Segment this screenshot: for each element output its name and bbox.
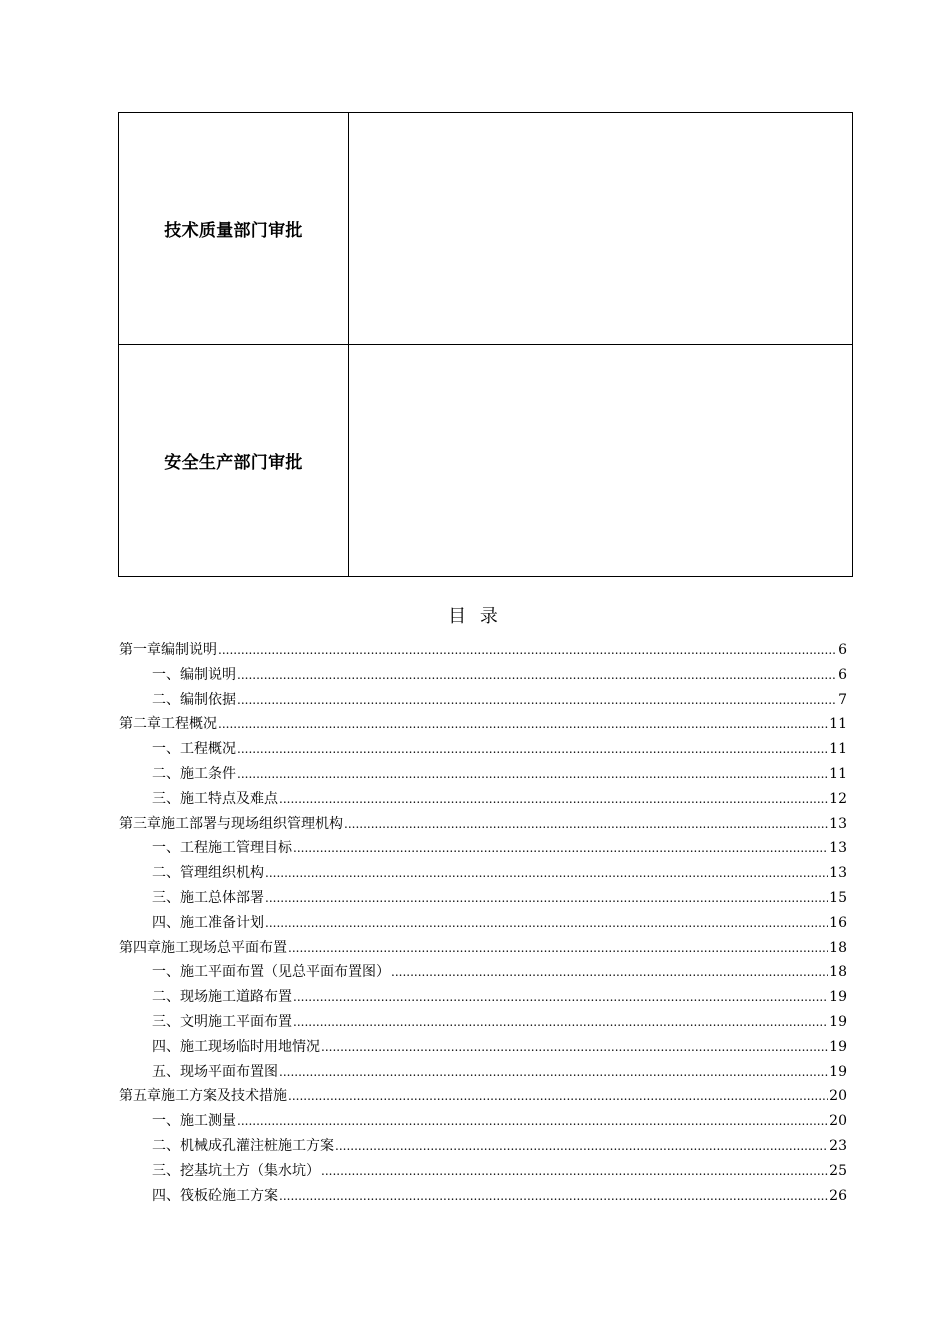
toc-section-entry[interactable] (119, 861, 847, 886)
toc-page-number: 19 (829, 1013, 847, 1030)
toc-dot-leader (391, 960, 828, 985)
toc-page-number: 19 (829, 1038, 847, 1055)
toc-dot-leader (265, 861, 828, 886)
toc-section-entry[interactable] (119, 886, 847, 911)
toc-page-number: 6 (838, 642, 847, 658)
toc-section-entry[interactable] (119, 1060, 847, 1085)
toc-page-number: 6 (838, 666, 847, 683)
toc-section-entry[interactable] (119, 663, 847, 688)
toc-dot-leader (218, 638, 837, 663)
toc-page-number: 18 (829, 964, 847, 981)
toc-dot-leader (265, 911, 828, 936)
toc-section-entry[interactable] (119, 762, 847, 787)
toc-section-entry[interactable] (119, 985, 847, 1010)
toc-entry-title: 第一章编制说明 (119, 642, 217, 658)
toc-page-number: 11 (829, 716, 847, 733)
toc-entry-title: 三、挖基坑土方（集水坑） (152, 1162, 320, 1179)
toc-dot-leader (237, 737, 828, 762)
toc-section-entry[interactable] (119, 1035, 847, 1060)
approval-value-safety[interactable] (349, 345, 853, 577)
toc-dot-leader (237, 1109, 828, 1134)
toc-dot-leader (237, 762, 828, 787)
toc-page-number: 26 (829, 1187, 847, 1204)
toc-page-number: 11 (829, 765, 847, 782)
approval-row-tech-quality (119, 113, 853, 345)
table-of-contents (119, 638, 847, 1208)
toc-section-entry[interactable] (119, 737, 847, 762)
toc-entry-title: 四、施工现场临时用地情况 (152, 1038, 320, 1055)
toc-section-entry[interactable] (119, 1184, 847, 1209)
toc-dot-leader (344, 812, 828, 837)
toc-section-entry[interactable] (119, 836, 847, 861)
toc-entry-title: 第三章施工部署与现场组织管理机构 (119, 815, 343, 832)
toc-entry-title: 一、施工测量 (152, 1113, 236, 1130)
toc-page-number: 7 (838, 691, 847, 708)
toc-entry-title: 一、工程施工管理目标 (152, 840, 292, 857)
toc-section-entry[interactable] (119, 1159, 847, 1184)
toc-section-entry[interactable] (119, 1010, 847, 1035)
toc-entry-title: 一、施工平面布置（见总平面布置图） (152, 964, 390, 981)
toc-section-entry[interactable] (119, 1134, 847, 1159)
toc-chapter-entry[interactable] (119, 812, 847, 837)
toc-entry-title: 第四章施工现场总平面布置 (119, 939, 287, 956)
toc-entry-title: 二、机械成孔灌注桩施工方案 (152, 1137, 334, 1154)
toc-dot-leader (293, 836, 828, 861)
toc-dot-leader (293, 985, 828, 1010)
toc-dot-leader (279, 1184, 828, 1209)
toc-section-entry[interactable] (119, 688, 847, 713)
approval-value-tech-quality[interactable] (349, 113, 853, 345)
toc-dot-leader (288, 936, 828, 961)
toc-page-number: 19 (829, 989, 847, 1006)
toc-entry-title: 三、施工总体部署 (152, 889, 264, 906)
toc-page-number: 13 (829, 865, 847, 882)
toc-entry-title: 四、筏板砼施工方案 (152, 1187, 278, 1204)
approval-label-tech-quality: 技术质量部门审批 (119, 113, 349, 345)
toc-page-number: 19 (829, 1063, 847, 1080)
toc-dot-leader (279, 1060, 828, 1085)
toc-page-number: 25 (829, 1162, 847, 1179)
toc-dot-leader (265, 886, 828, 911)
approval-label-safety: 安全生产部门审批 (119, 345, 349, 577)
toc-chapter-entry[interactable] (119, 712, 847, 737)
toc-page-number: 15 (829, 889, 847, 906)
toc-entry-title: 二、施工条件 (152, 765, 236, 782)
toc-entry-title: 三、文明施工平面布置 (152, 1013, 292, 1030)
toc-entry-title: 一、编制说明 (152, 666, 236, 683)
toc-dot-leader (321, 1159, 828, 1184)
toc-title: 目 录 (448, 606, 502, 627)
toc-dot-leader (237, 688, 837, 713)
toc-entry-title: 二、编制依据 (152, 691, 236, 708)
toc-dot-leader (237, 663, 837, 688)
toc-section-entry[interactable] (119, 960, 847, 985)
approval-row-safety (119, 345, 853, 577)
toc-dot-leader (218, 712, 828, 737)
toc-entry-title: 二、管理组织机构 (152, 865, 264, 882)
toc-page-number: 13 (829, 815, 847, 832)
toc-section-entry[interactable] (119, 911, 847, 936)
toc-page-number: 20 (829, 1113, 847, 1130)
toc-entry-title: 四、施工准备计划 (152, 914, 264, 931)
toc-dot-leader (288, 1084, 828, 1109)
toc-chapter-entry[interactable] (119, 1084, 847, 1109)
toc-entry-title: 第二章工程概况 (119, 716, 217, 733)
toc-page-number: 18 (829, 939, 847, 956)
toc-entry-title: 第五章施工方案及技术措施 (119, 1088, 287, 1105)
toc-dot-leader (321, 1035, 828, 1060)
approval-table (118, 112, 853, 577)
toc-page-number: 20 (829, 1088, 847, 1105)
toc-chapter-entry[interactable] (119, 638, 847, 663)
toc-section-entry[interactable] (119, 787, 847, 812)
toc-entry-title: 三、施工特点及难点 (152, 790, 278, 807)
toc-entry-title: 二、现场施工道路布置 (152, 989, 292, 1006)
toc-section-entry[interactable] (119, 1109, 847, 1134)
toc-page-number: 23 (829, 1137, 847, 1154)
toc-page-number: 12 (829, 790, 847, 807)
toc-page-number: 16 (829, 914, 847, 931)
toc-dot-leader (279, 787, 828, 812)
toc-entry-title: 一、工程概况 (152, 741, 236, 758)
toc-dot-leader (293, 1010, 828, 1035)
toc-dot-leader (335, 1134, 828, 1159)
toc-page-number: 11 (829, 741, 847, 758)
toc-chapter-entry[interactable] (119, 936, 847, 961)
toc-page-number: 13 (829, 840, 847, 857)
toc-entry-title: 五、现场平面布置图 (152, 1063, 278, 1080)
